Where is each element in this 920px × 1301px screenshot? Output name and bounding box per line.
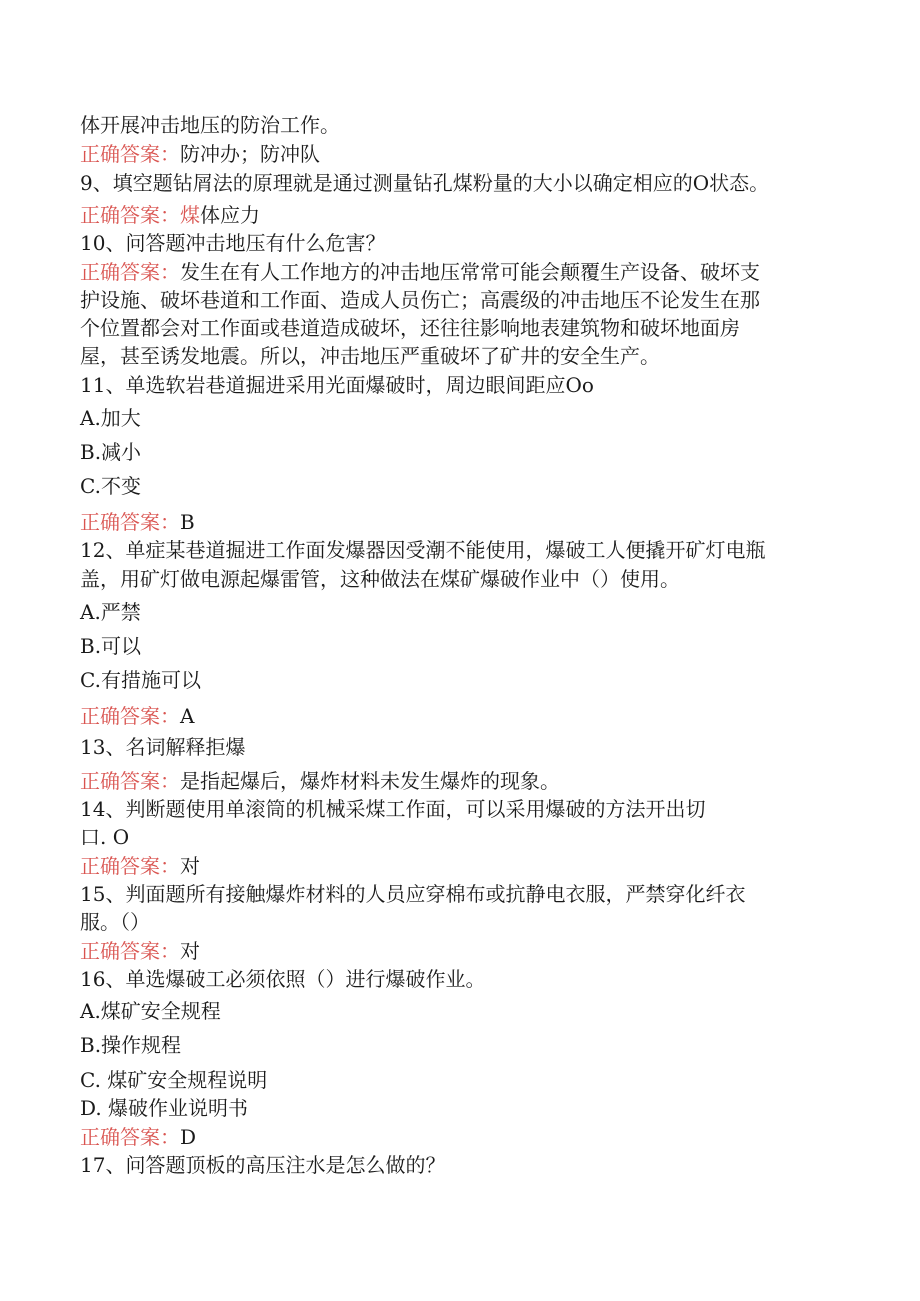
answer-text: 护设施、破坏巷道和工作面、造成人员伤亡；高震级的冲击地压不论发生在那 [80, 288, 760, 312]
answer-line [80, 938, 200, 964]
option-line: C.不变 [80, 474, 141, 498]
question-line: 12、单症某巷道掘进工作面发爆器因受潮不能使用，爆破工人便撬开矿灯电瓶 [80, 538, 766, 562]
answer-label: 正确答案： [80, 510, 180, 534]
question-line: 10、问答题冲击地压有什么危害？ [80, 231, 386, 255]
option-line: A.严禁 [80, 600, 141, 624]
option-line: A.加大 [80, 406, 141, 430]
answer-text: 对 [180, 854, 200, 878]
answer-text: 个位置都会对工作面或巷道造成破坏，还往往影响地表建筑物和破坏地面房 [80, 316, 740, 340]
question-line: 口. O [80, 825, 130, 849]
answer-label: 正确答案： [80, 142, 180, 166]
answer-line [80, 259, 760, 285]
answer-text: A [180, 704, 195, 728]
question-line: 9、填空题钻屑法的原理就是通过测量钻孔煤粉量的大小以确定相应的O状态。 [80, 171, 770, 195]
question-line: 13、名词解释拒爆 [80, 735, 246, 759]
question-line: 盖，用矿灯做电源起爆雷管，这种做法在煤矿爆破作业中（）使用。 [80, 567, 680, 591]
answer-label: 正确答案： [80, 939, 180, 963]
answer-text: B [180, 510, 195, 534]
answer-line [80, 141, 320, 167]
answer-line [80, 202, 260, 228]
option-line: C.有措施可以 [80, 668, 201, 692]
question-line: 17、问答题顶板的高压注水是怎么做的？ [80, 1153, 446, 1177]
question-line: 服。（） [80, 910, 150, 934]
answer-label: 正确答案： [80, 203, 180, 227]
answer-text: 发生在有人工作地方的冲击地压常常可能会颠覆生产设备、破坏支 [180, 260, 760, 284]
answer-text: D [180, 1125, 197, 1149]
option-line: C. 煤矿安全规程说明 [80, 1068, 268, 1092]
answer-line [80, 1124, 196, 1150]
answer-label: 正确答案： [80, 769, 180, 793]
option-line: B.可以 [80, 634, 142, 658]
answer-line [80, 509, 195, 535]
option-line: B.减小 [80, 440, 142, 464]
answer-line [80, 768, 560, 794]
answer-line [80, 703, 194, 729]
question-line: 16、单选爆破工必须依照（）进行爆破作业。 [80, 967, 486, 991]
answer-line [80, 853, 200, 879]
answer-text: 防冲办；防冲队 [180, 142, 320, 166]
answer-label: 正确答案： [80, 260, 180, 284]
answer-label: 正确答案： [80, 854, 180, 878]
option-line: A.煤矿安全规程 [80, 999, 221, 1023]
answer-text: 屋，甚至诱发地震。所以，冲击地压严重破坏了矿井的安全生产。 [80, 344, 660, 368]
question-line: 11、单选软岩巷道掘进采用光面爆破时，周边眼间距应Oo [80, 373, 594, 397]
question-line: 15、判面题所有接触爆炸材料的人员应穿棉布或抗静电衣服，严禁穿化纤衣 [80, 882, 746, 906]
answer-label: 正确答案： [80, 704, 180, 728]
answer-label: 正确答案： [80, 1125, 180, 1149]
option-line: B.操作规程 [80, 1033, 182, 1057]
option-line: D. 爆破作业说明书 [80, 1096, 249, 1120]
answer-text: 体应力 [200, 203, 260, 227]
text-line: 体开展冲击地压的防治工作。 [80, 113, 340, 137]
answer-text: 对 [180, 939, 200, 963]
question-line: 14、判断题使用单滚筒的机械采煤工作面，可以采用爆破的方法开出切 [80, 797, 706, 821]
answer-text: 是指起爆后，爆炸材料未发生爆炸的现象。 [180, 769, 560, 793]
answer-text: 煤 [180, 203, 200, 227]
